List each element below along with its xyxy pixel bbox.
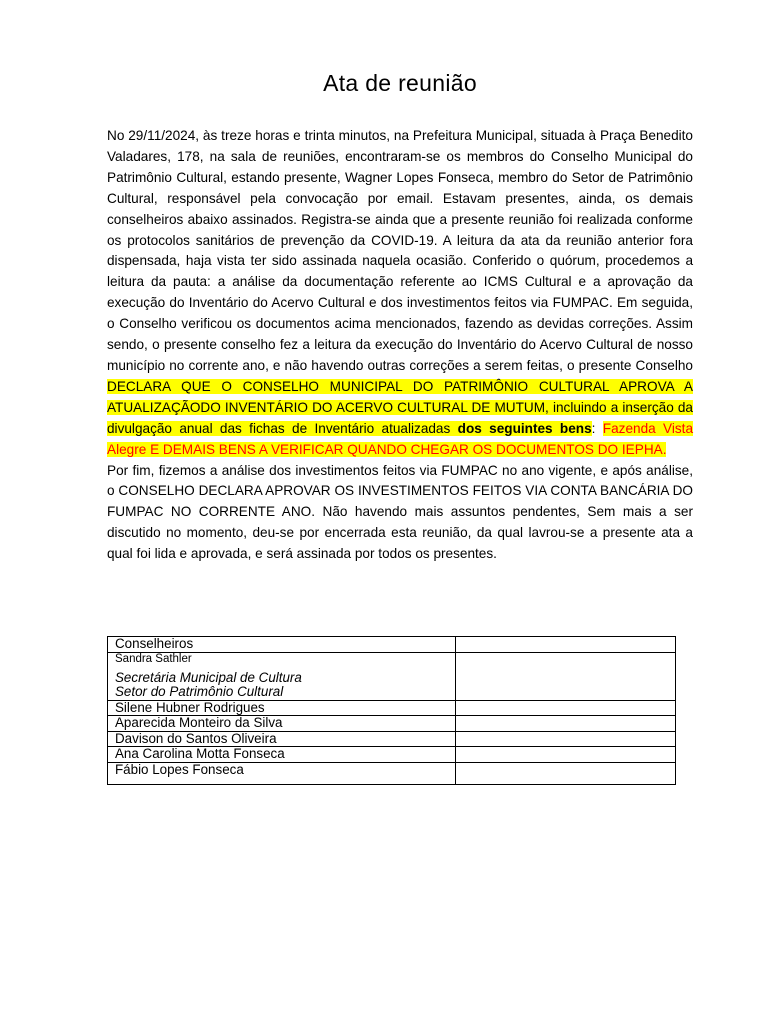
signature-cell bbox=[456, 652, 676, 700]
member-name: Sandra Sathler bbox=[115, 652, 192, 665]
member-name: Silene Hubner Rodrigues bbox=[108, 700, 456, 716]
member-name: Fábio Lopes Fonseca bbox=[108, 762, 456, 784]
minutes-body bbox=[107, 126, 693, 565]
signature-table bbox=[107, 636, 676, 785]
signature-cell bbox=[456, 762, 676, 784]
paragraph-1 bbox=[107, 126, 693, 461]
member-name: Ana Carolina Motta Fonseca bbox=[108, 747, 456, 763]
table-row bbox=[108, 731, 676, 747]
highlighted-declaration: DECLARA QUE O CONSELHO MUNICIPAL DO PATRIMÔNIO CULTURAL APROVA A ATUALIZAÇÃODO INVENTÁRIO DO ACERVO CULTURAL DE MUTUM, incluindo a inserção da divulgação anual das fichas de Inventário atualizadas bbox=[107, 378, 693, 436]
signature-cell bbox=[456, 747, 676, 763]
table-row bbox=[108, 747, 676, 763]
signature-cell bbox=[456, 637, 676, 653]
member-role: Secretária Municipal de Cultura bbox=[115, 669, 302, 685]
bold-assets-phrase: dos seguintes bens bbox=[457, 420, 592, 436]
signature-cell bbox=[456, 700, 676, 716]
colon: : bbox=[591, 420, 596, 436]
table-header: Conselheiros bbox=[108, 637, 456, 653]
table-row bbox=[108, 652, 676, 700]
member-name: Davison do Santos Oliveira bbox=[108, 731, 456, 747]
space bbox=[595, 421, 602, 436]
red-highlighted-assets: Fazenda Vista Alegre E DEMAIS BENS A VERIFICAR QUANDO CHEGAR OS DOCUMENTOS DO IEPHA. bbox=[107, 420, 694, 457]
paragraph-1-text: No 29/11/2024, às treze horas e trinta minutos, na Prefeitura Municipal, situada à Praça Benedito Valadares, 178, na sala de reuniões, encontraram-se os membros do Conselho Municipal do Patrimônio Cultural, estando presente, Wagner Lopes Fonseca, membro do Setor de Patrimônio Cultural, responsável pela convocação por email. Estavam presentes, ainda, os demais conselheiros abaixo assinados. Registra-se ainda que a presente reunião foi realizada conforme os protocolos sanitários de prevenção da COVID-19. A leitura da ata da reunião anterior fora dispensada, haja vista ter sido assinada naquela ocasião. Conferido o quórum, procedemos a leitura da pauta: a análise da documentação referente ao ICMS Cultural e a aprovação da execução do Inventário do Acervo Cultural e dos investimentos feitos via FUMPAC. Em seguida, o Conselho verificou os documentos acima mencionados, fazendo as devidas correções. Assim sendo, o presente conselho fez a leitura da execução do Inventário do Acervo Cultural de nosso município no corrente ano, e não havendo outras correções a serem feitas, o presente Conselho bbox=[107, 128, 693, 373]
member-department: Setor do Patrimônio Cultural bbox=[115, 684, 284, 699]
document-title: Ata de reunião bbox=[323, 70, 477, 96]
signature-cell bbox=[456, 731, 676, 747]
table-row bbox=[108, 700, 676, 716]
member-name: Aparecida Monteiro da Silva bbox=[108, 716, 456, 732]
table-row bbox=[108, 762, 676, 784]
paragraph-2: Por fim, fizemos a análise dos investimentos feitos via FUMPAC no ano vigente, e após análise, o CONSELHO DECLARA APROVAR OS INVESTIMENTOS FEITOS VIA CONTA BANCÁRIA DO FUMPAC NO CORRENTE ANO. Não havendo mais assuntos pendentes, Sem mais a ser discutido no momento, deu-se por encerrada esta reunião, da qual lavrou-se a presente ata a qual foi lida e aprovada, e será assinada por todos os presentes. bbox=[107, 462, 693, 562]
signature-cell bbox=[456, 716, 676, 732]
member-cell bbox=[108, 652, 456, 700]
table-header-row bbox=[108, 637, 676, 653]
table-row bbox=[108, 716, 676, 732]
